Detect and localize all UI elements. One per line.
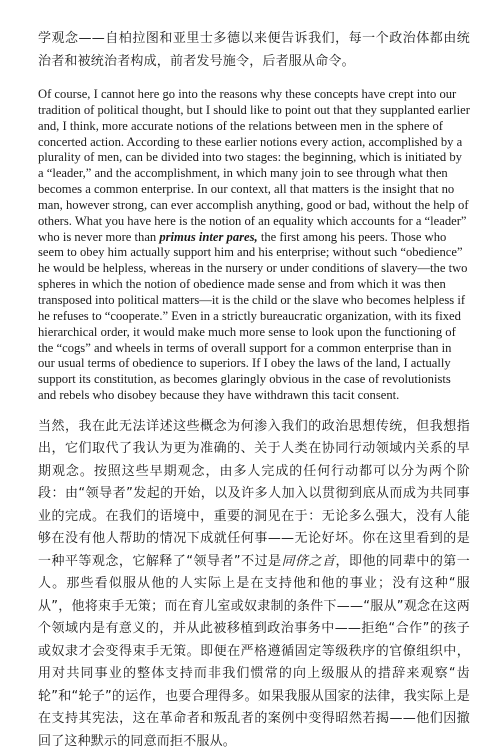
english-emphasis-primus-inter-pares: primus inter pares, [159, 229, 258, 244]
chinese-paragraph [38, 416, 470, 753]
english-text-part1: Of course, I cannot here go into the reasons why these concepts have crept into our tradition of political thought, but I should like to point out that they supplanted earlier and, I think, more accurate notions of the relations between men in the sphere of concerted action. According to these earlier notions every action, accomplished by a plurality of men, can be divided into two stages: the beginning, which is initiated by a “leader,” and the accomplishment, in which many join to see through what then becomes a common enterprise. In our context, all that matters is the insight that no man, however strong, can ever accomplish anything, good or bad, without the help of others. What you have here is the notion of an equality which accounts for a “leader” who is never more than [38, 87, 470, 244]
chinese-emphasis-tongchai-zhishou: 同侪之首 [281, 553, 336, 569]
chinese-text-part2: ，即他的同辈中的第一人。那些看似服从他的人实际上是在支持他和他的事业；没有这种“服从”，他将束手无策；而在育儿室或奴隶制的条件下——“服从”观念在这两个领域内是有意义的，并从此被移植到政治事务中——拒绝“合作”的孩子或奴隶才会变得束手无策。即便在严格遵循固定等级秩序的官僚组织中，用对共同事业的整体支持而非我们惯常的向上级服从的措辞来观察“齿轮”和“轮子”的运作，也要合理得多。如果我服从国家的法律，我实际上是在支持其宪法，这在革命者和叛乱者的案例中变得昭然若揭——他们因撤回了这种默示的同意而拒不服从。 [38, 553, 470, 749]
chinese-text-part1: 当然，我在此无法详述这些概念为何渗入我们的政治思想传统，但我想指出，它们取代了我认为更为准确的、关于人类在协同行动领域内关系的早期观念。按照这些早期观念，由多人完成的任何行动都可以分为两个阶段：由“领导者”发起的开始，以及许多人加入以贯彻到底从而成为共同事业的完成。在我们的语境中，重要的洞见在于：无论多么强大，没有人能够在没有他人帮助的情况下成就任何事——无论好坏。你在这里看到的是一种平等观念，它解释了“领导者”不过是 [38, 418, 470, 569]
english-text-part2: the first among his peers. Those who seem to obey him actually support him and his enterprise; without such “obedience” he would be helpless, whereas in the nursery or under conditions of slavery—the two spheres in which the notion of obedience made sense and from which it was then transposed into political matters—it is the child or the slave who becomes helpless if he refuses to “cooperate.” Even in a strictly bureaucratic organization, with its fixed hierarchical order, it would make much more sense to look upon the functioning of the “cogs” and wheels in terms of overall support for a common enterprise than in our usual terms of obedience to superiors. If I obey the laws of the land, I actually support its constitution, as becomes glaringly obvious in the case of revolutionists and rebels who disobey because they have withdrawn this tacit consent. [38, 229, 468, 403]
english-paragraph [38, 87, 470, 404]
document-page [38, 28, 470, 753]
intro-paragraph-zh: 学观念——自柏拉图和亚里士多德以来便告诉我们，每一个政治体都由统治者和被统治者构成，前者发号施令，后者服从命令。 [38, 31, 470, 69]
